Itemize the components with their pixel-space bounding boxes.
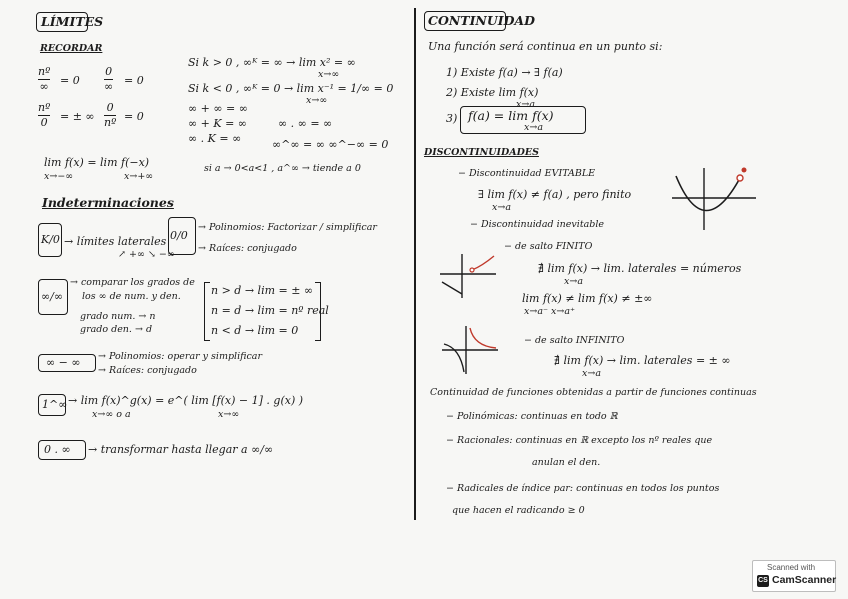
indeterminaciones-title: Indeterminaciones xyxy=(42,195,174,210)
limites-title: LÍMITES xyxy=(41,14,104,29)
rule-a-power: si a → 0<a<1 , a^∞ → tiende a 0 xyxy=(204,163,361,174)
camscanner-logo-icon: CS xyxy=(757,575,769,587)
salto-finito-f2: lim f(x) ≠ lim f(x) ≠ ±∞ xyxy=(522,292,653,305)
condition-1: 1) Existe f(a) → ∃ f(a) xyxy=(446,66,563,79)
case-n-greater-d: n > d → lim = ± ∞ xyxy=(211,284,314,297)
condition-3: f(a) = lim f(x) xyxy=(468,108,554,123)
polinomicas: − Polinómicas: continuas en todo ℝ xyxy=(446,411,618,422)
salto-finito-graph xyxy=(438,252,498,300)
condition-3-num: 3) xyxy=(446,112,458,125)
disc-evitable-sub: x→a xyxy=(492,202,511,213)
camscanner-label: CamScanner xyxy=(772,574,837,586)
case-n-less-d: n < d → lim = 0 xyxy=(211,324,299,337)
continuidad-operaciones: Continuidad de funciones obtenidas a partir de funciones continuas xyxy=(430,387,757,398)
salto-infinito-sub: x→a xyxy=(582,368,601,379)
ind-one-sub2: x→∞ xyxy=(218,409,240,420)
ind-minus-line1: → Polinomios: operar y simplificar xyxy=(98,351,263,362)
cases-bracket-left xyxy=(204,282,205,340)
frac-0-over-inf: 0 ∞ xyxy=(104,65,114,94)
cases-bracket-left-bottom xyxy=(204,340,210,341)
scanned-with-label: Scanned with xyxy=(767,563,816,572)
rule-k-negative: Si k < 0 , ∞ᴷ = 0 → lim x⁻¹ = 1/∞ = 0 xyxy=(188,82,394,95)
rule-inf-powers: ∞^∞ = ∞ ∞^−∞ = 0 xyxy=(272,138,389,151)
grado-den: grado den. → d xyxy=(80,324,153,335)
recordar-label: RECORDAR xyxy=(40,43,103,54)
cases-bracket-right-bottom xyxy=(315,340,321,341)
ind-infinf-line2: los ∞ de num. y den. xyxy=(82,291,181,302)
rule-k-positive: Si k > 0 , ∞ᴷ = ∞ → lim x² = ∞ xyxy=(188,56,356,69)
frac-0-over-n: 0 nº xyxy=(104,101,117,130)
disc-evitable: − Discontinuidad EVITABLE xyxy=(458,168,596,179)
salto-infinito-f: ∄ lim f(x) → lim. laterales = ± ∞ xyxy=(554,354,731,367)
disc-salto-infinito: − de salto INFINITO xyxy=(524,335,625,346)
disc-inevitable: − Discontinuidad inevitable xyxy=(470,219,605,230)
racionales-2: anulan el den. xyxy=(532,457,601,468)
rule-inf-times-inf: ∞ . ∞ = ∞ xyxy=(278,117,333,130)
frac-n-over-0: nº 0 xyxy=(38,101,51,130)
frac-0-over-n-result: = 0 xyxy=(124,110,144,123)
ind-k0-text: → límites laterales xyxy=(64,235,167,248)
salto-finito-f1-sub: x→a xyxy=(564,276,583,287)
lim-neg-sub2: x→+∞ xyxy=(124,171,154,182)
ind-k0-label: K/0 xyxy=(41,233,60,246)
radicales-2: que hacen el radicando ≥ 0 xyxy=(452,505,585,516)
ind-00-line1: → Polinomios: Factorizar / simplificar xyxy=(198,222,377,233)
ind-minus-label: ∞ − ∞ xyxy=(46,356,81,369)
condition-3-sub: x→a xyxy=(524,122,543,133)
salto-finito-f1: ∄ lim f(x) → lim. laterales = números xyxy=(538,262,742,275)
ind-infinf-line1: → comparar los grados de xyxy=(70,277,195,288)
rule-inf-plus-inf: ∞ + ∞ = ∞ xyxy=(188,102,248,115)
radicales: − Radicales de índice par: continuas en todos los puntos xyxy=(446,483,720,494)
disc-salto-finito: − de salto FINITO xyxy=(504,241,593,252)
disc-evitable-formula: ∃ lim f(x) ≠ f(a) , pero finito xyxy=(478,188,632,201)
frac-n-over-inf-result: = 0 xyxy=(60,74,80,87)
lim-neg-sub1: x→−∞ xyxy=(44,171,74,182)
lim-neg-infinity: lim f(x) = lim f(−x) xyxy=(44,156,150,169)
camscanner-badge xyxy=(752,560,836,592)
continuidad-title: CONTINUIDAD xyxy=(428,13,535,28)
ind-00-line2: → Raíces: conjugado xyxy=(198,243,297,254)
cases-bracket-left-top xyxy=(204,282,210,283)
grado-num: grado num. → n xyxy=(80,311,156,322)
case-n-equal-d: n = d → lim = nº real xyxy=(211,304,329,317)
rule-inf-times-k: ∞ . K = ∞ xyxy=(188,132,242,145)
frac-n-over-inf: nº ∞ xyxy=(38,65,51,94)
condition-2: 2) Existe lim f(x) xyxy=(446,86,539,99)
ind-one-sub1: x→∞ o a xyxy=(92,409,131,420)
cases-bracket-right-top xyxy=(315,282,321,283)
ind-infinf-label: ∞/∞ xyxy=(41,290,64,303)
salto-finito-f2-sub: x→a⁻ x→a⁺ xyxy=(524,306,576,317)
rule-k-negative-sub: x→∞ xyxy=(306,95,328,106)
ind-k0-side: ↗ +∞ ↘ −∞ xyxy=(118,249,175,260)
center-divider xyxy=(414,8,416,520)
rule-inf-plus-k: ∞ + K = ∞ xyxy=(188,117,247,130)
discontinuidades-title: DISCONTINUIDADES xyxy=(424,147,539,158)
ind-zero-text: → transformar hasta llegar a ∞/∞ xyxy=(88,443,274,456)
ind-one-label: 1^∞ xyxy=(42,398,68,411)
ind-00-label: 0/0 xyxy=(170,229,188,242)
racionales: − Racionales: continuas en ℝ excepto los nº reales que xyxy=(446,435,713,446)
ind-zero-label: 0 . ∞ xyxy=(44,443,71,456)
frac-0-over-inf-result: = 0 xyxy=(124,74,144,87)
rule-k-positive-sub: x→∞ xyxy=(318,69,340,80)
condition-2-sub: x→a xyxy=(516,99,535,110)
ind-minus-line2: → Raíces: conjugado xyxy=(98,365,197,376)
ind-one-formula: → lim f(x)^g(x) = e^( lim [f(x) − 1] . g(x) ) xyxy=(68,394,304,407)
salto-infinito-graph xyxy=(440,324,500,376)
evitable-graph xyxy=(668,164,758,234)
frac-n-over-0-result: = ± ∞ xyxy=(60,110,95,123)
continuidad-intro: Una función será continua en un punto si: xyxy=(428,40,663,53)
